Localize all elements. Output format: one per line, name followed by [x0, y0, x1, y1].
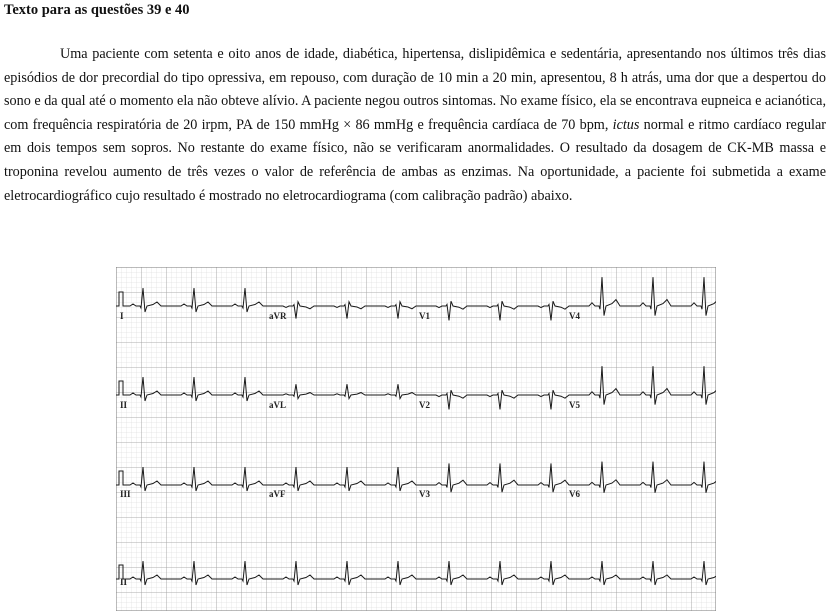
lead-label-v2: V2: [419, 400, 430, 410]
section-heading: Texto para as questões 39 e 40: [4, 2, 190, 18]
ecg-figure: [116, 267, 716, 611]
paragraph-text-1: Uma paciente com setenta e oito anos de idade, diabética, hipertensa, dislipidêmica e sedentária, apresentando nos últimos três dias episódios de dor precordial do tipo opressiva, em repouso, com duração de 10 min a 20 min, apresentou, 8 h atrás, uma dor que a despertou do sono e da qual até o momento ela não obteve alívio. A paciente negou outros sintomas. No exame físico, ela se encontrava eupneica e acianótica, com frequência respiratória de 20 irpm, PA de 150 mmHg × 86 mmHg e frequência cardíaca de 70 bpm,: [4, 46, 826, 133]
paragraph-ictus: ictus: [612, 116, 640, 133]
lead-label-ii: II: [120, 400, 128, 410]
lead-label-avr: aVR: [269, 311, 287, 321]
lead-label-avf: aVF: [269, 489, 286, 499]
lead-label-v1: V1: [419, 311, 430, 321]
case-paragraph: [4, 43, 826, 208]
lead-label-avl: aVL: [269, 400, 287, 410]
lead-label-i: I: [120, 311, 124, 321]
lead-label-v5: V5: [569, 400, 580, 410]
lead-label-v3: V3: [419, 489, 430, 499]
ecg-image: [116, 267, 716, 611]
ecg-grid: [116, 267, 716, 611]
lead-label-iii: III: [120, 489, 131, 499]
paragraph-text-2: normal e ritmo cardíaco regular em dois tempos sem sopros. No restante do exame físico, não se verificaram anormalidades. O resultado da dosagem de CK-MB massa e troponina revelou aumento de três vezes o valor de referência de ambas as enzimas. Na oportunidade, a paciente foi submetida a exame eletrocardiográfico cujo resultado é mostrado no eletrocardiograma (com calibração padrão) abaixo.: [4, 116, 826, 204]
lead-label-ii: II: [120, 577, 128, 587]
lead-label-v4: V4: [569, 311, 580, 321]
lead-label-v6: V6: [569, 489, 580, 499]
